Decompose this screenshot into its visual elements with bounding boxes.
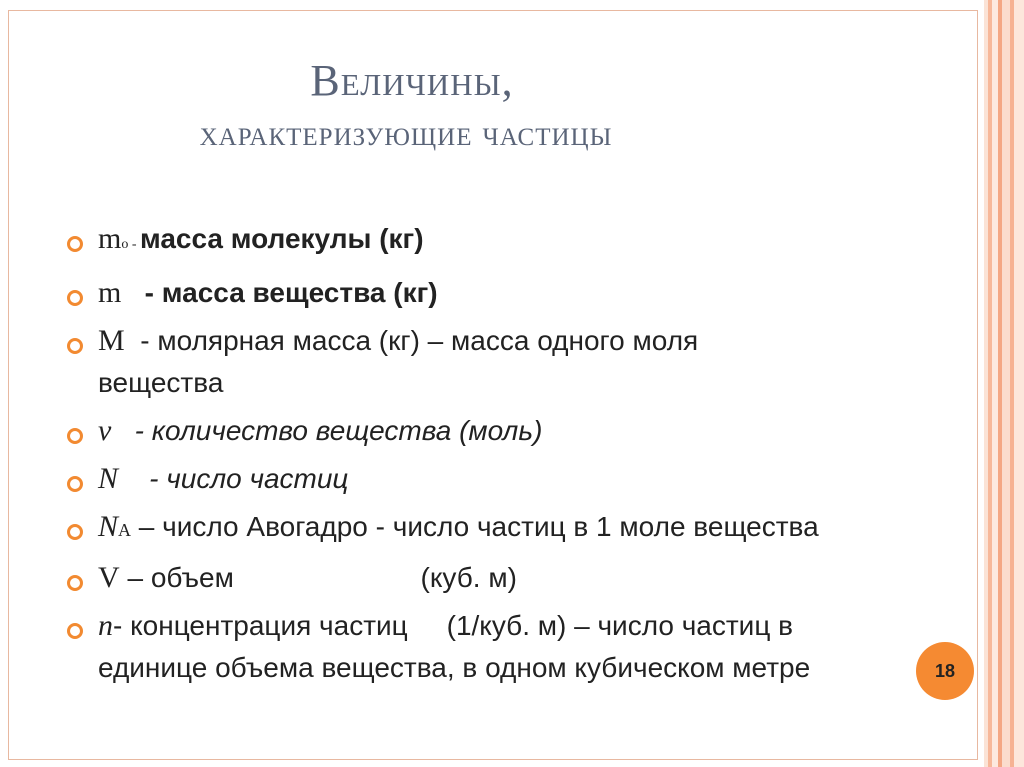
list-item: NA – число Авогадро - число частиц в 1 моле вещества [62, 503, 922, 554]
list-item: ν - количество вещества (моль) [62, 407, 922, 455]
list-item: M - молярная масса (кг) – масса одного моля вещества [62, 317, 922, 401]
list-item: mo - масса молекулы (кг) [62, 215, 922, 269]
list-item: V – объем (куб. м) [62, 554, 922, 602]
page-number-badge: 18 [916, 642, 974, 700]
list-item: n- концентрация частиц (1/куб. м) – число частиц в единице объема вещества, в одном кубическом метре [62, 602, 922, 686]
list-item: N - число частиц [62, 455, 922, 503]
bullet-icon [67, 338, 83, 354]
bullet-list [62, 215, 922, 692]
bullet-icon [67, 524, 83, 540]
slide-subtitle: характеризующие частицы [199, 113, 613, 153]
list-item: m - масса вещества (кг) [62, 269, 922, 317]
bullet-icon [67, 236, 83, 252]
bullet-icon [67, 476, 83, 492]
decorative-stripes [984, 0, 1024, 767]
bullet-icon [67, 623, 83, 639]
bullet-icon [67, 428, 83, 444]
bullet-icon [67, 575, 83, 591]
bullet-icon [67, 290, 83, 306]
slide-title: Величины, [310, 56, 514, 105]
